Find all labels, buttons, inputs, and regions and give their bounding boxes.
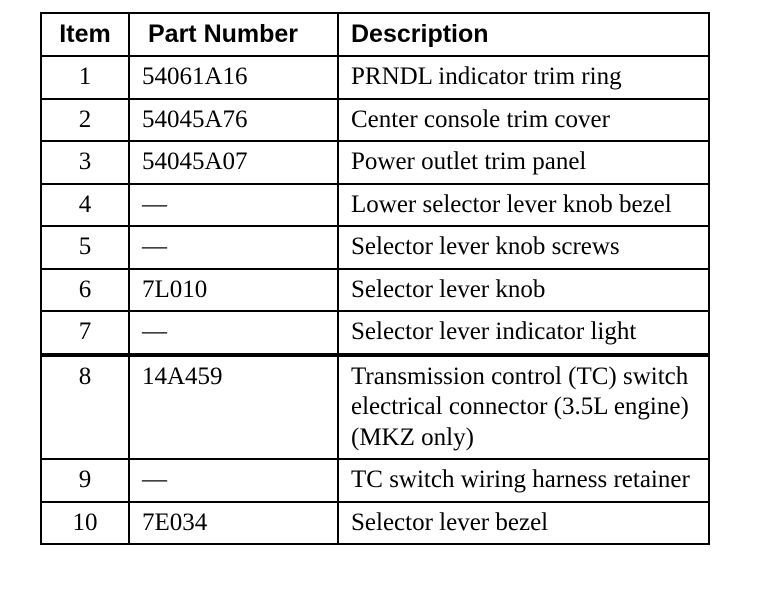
description-cell: Selector lever bezel (338, 502, 709, 545)
table-row (41, 311, 709, 355)
table-row (41, 269, 709, 312)
part-number-cell: 7E034 (129, 502, 338, 545)
part-number-cell: 7L010 (129, 269, 338, 312)
description-cell: Power outlet trim panel (338, 141, 709, 184)
table-row (41, 99, 709, 142)
column-header-description: Description (338, 13, 709, 56)
description-cell: Selector lever knob screws (338, 226, 709, 269)
column-header-item: Item (41, 13, 129, 56)
item-number-cell: 8 (41, 355, 129, 460)
part-number-cell: — (129, 184, 338, 227)
item-number-cell: 2 (41, 99, 129, 142)
description-cell: TC switch wiring harness retainer (338, 459, 709, 502)
item-number-cell: 9 (41, 459, 129, 502)
table-row (41, 502, 709, 545)
part-number-cell: 14A459 (129, 355, 338, 460)
description-cell: Selector lever indicator light (338, 311, 709, 355)
table-row (41, 56, 709, 99)
table-row (41, 355, 709, 460)
item-number-cell: 4 (41, 184, 129, 227)
table-row (41, 141, 709, 184)
part-number-cell: 54045A76 (129, 99, 338, 142)
description-cell: Lower selector lever knob bezel (338, 184, 709, 227)
part-number-cell: 54061A16 (129, 56, 338, 99)
table-header-row (41, 13, 709, 56)
item-number-cell: 10 (41, 502, 129, 545)
item-number-cell: 1 (41, 56, 129, 99)
description-cell: Transmission control (TC) switch electrical connector (3.5L engine) (MKZ only) (338, 355, 709, 460)
table-row (41, 226, 709, 269)
description-cell: Center console trim cover (338, 99, 709, 142)
item-number-cell: 7 (41, 311, 129, 355)
description-cell: Selector lever knob (338, 269, 709, 312)
part-number-cell: 54045A07 (129, 141, 338, 184)
description-cell: PRNDL indicator trim ring (338, 56, 709, 99)
item-number-cell: 3 (41, 141, 129, 184)
part-number-cell: — (129, 311, 338, 355)
table-row (41, 459, 709, 502)
part-number-cell: — (129, 459, 338, 502)
item-number-cell: 5 (41, 226, 129, 269)
part-number-cell: — (129, 226, 338, 269)
parts-table (40, 12, 710, 545)
table-row (41, 184, 709, 227)
item-number-cell: 6 (41, 269, 129, 312)
column-header-part-number: Part Number (129, 13, 338, 56)
